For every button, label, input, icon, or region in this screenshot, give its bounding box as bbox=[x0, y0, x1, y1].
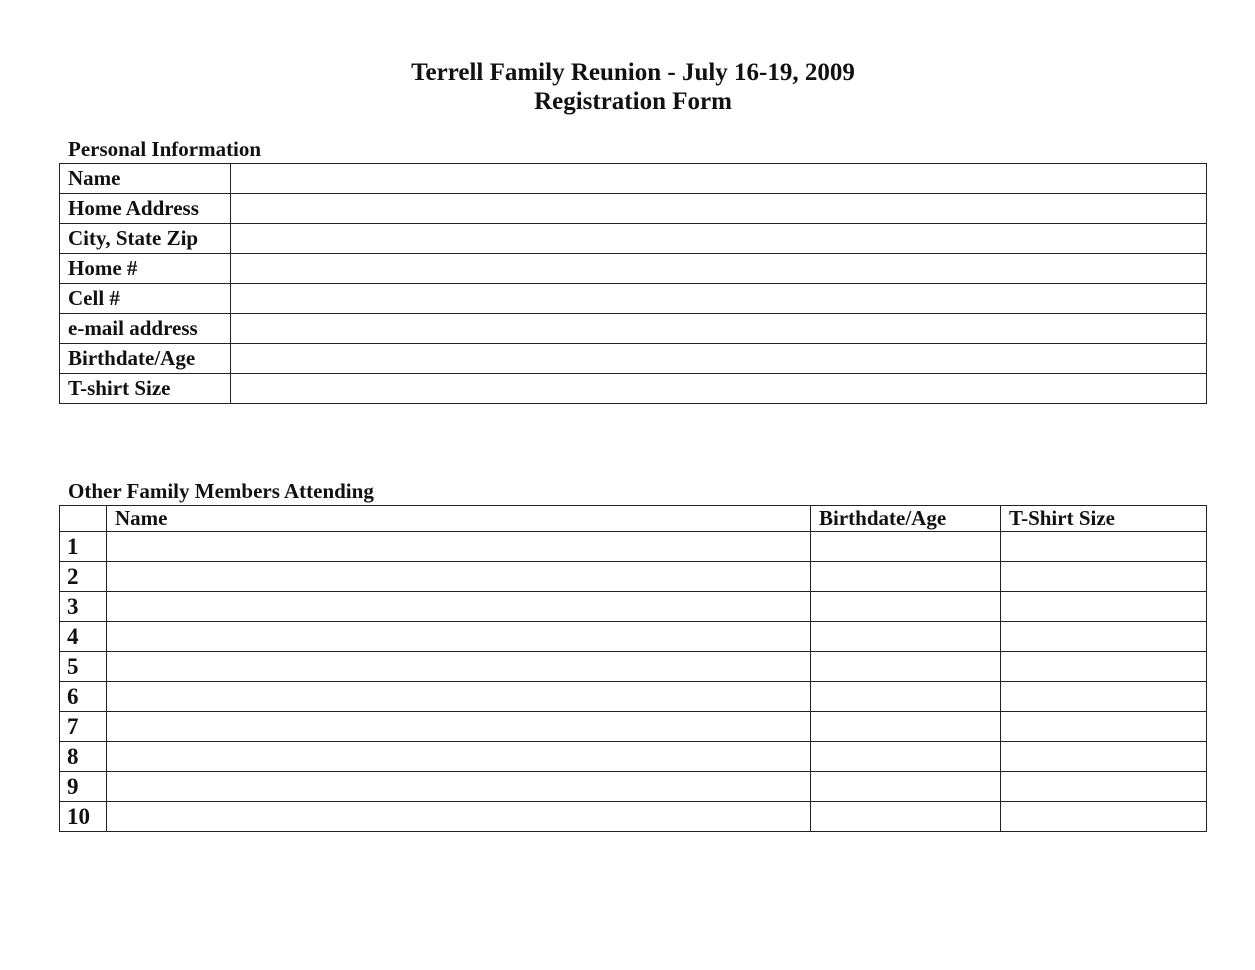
member-tshirt-cell[interactable] bbox=[1001, 772, 1207, 802]
member-tshirt-cell[interactable] bbox=[1001, 622, 1207, 652]
member-name-cell[interactable] bbox=[107, 712, 811, 742]
member-name-cell[interactable] bbox=[107, 532, 811, 562]
member-birthdate-cell[interactable] bbox=[811, 592, 1001, 622]
field-label-name: Name bbox=[60, 164, 231, 194]
field-value-home-phone[interactable] bbox=[231, 254, 1207, 284]
field-value-cell-phone[interactable] bbox=[231, 284, 1207, 314]
field-label-email: e-mail address bbox=[60, 314, 231, 344]
form-subtitle: Registration Form bbox=[534, 88, 732, 115]
form-title: Terrell Family Reunion - July 16-19, 2009 bbox=[411, 59, 855, 86]
member-tshirt-cell[interactable] bbox=[1001, 712, 1207, 742]
birthdate-column-header: Birthdate/Age bbox=[811, 506, 1001, 532]
family-members-table bbox=[59, 505, 1207, 832]
member-tshirt-cell[interactable] bbox=[1001, 802, 1207, 832]
member-tshirt-cell[interactable] bbox=[1001, 592, 1207, 622]
field-label-birthdate-age: Birthdate/Age bbox=[60, 344, 231, 374]
family-row bbox=[60, 562, 1207, 592]
field-label-home-address: Home Address bbox=[60, 194, 231, 224]
family-row bbox=[60, 622, 1207, 652]
row-number: 2 bbox=[60, 562, 107, 592]
member-tshirt-cell[interactable] bbox=[1001, 742, 1207, 772]
field-value-birthdate-age[interactable] bbox=[231, 344, 1207, 374]
field-value-tshirt-size[interactable] bbox=[231, 374, 1207, 404]
member-name-cell[interactable] bbox=[107, 622, 811, 652]
field-label-tshirt-size: T-shirt Size bbox=[60, 374, 231, 404]
field-row-home-address bbox=[60, 194, 1207, 224]
member-name-cell[interactable] bbox=[107, 742, 811, 772]
member-tshirt-cell[interactable] bbox=[1001, 682, 1207, 712]
family-row bbox=[60, 712, 1207, 742]
family-row bbox=[60, 532, 1207, 562]
field-value-home-address[interactable] bbox=[231, 194, 1207, 224]
member-tshirt-cell[interactable] bbox=[1001, 532, 1207, 562]
member-birthdate-cell[interactable] bbox=[811, 712, 1001, 742]
field-row-cell-phone bbox=[60, 284, 1207, 314]
member-name-cell[interactable] bbox=[107, 682, 811, 712]
field-label-city-state-zip: City, State Zip bbox=[60, 224, 231, 254]
personal-information-heading: Personal Information bbox=[68, 137, 262, 161]
member-birthdate-cell[interactable] bbox=[811, 652, 1001, 682]
member-birthdate-cell[interactable] bbox=[811, 682, 1001, 712]
member-birthdate-cell[interactable] bbox=[811, 772, 1001, 802]
member-tshirt-cell[interactable] bbox=[1001, 562, 1207, 592]
field-value-email[interactable] bbox=[231, 314, 1207, 344]
family-row bbox=[60, 772, 1207, 802]
field-row-home-phone bbox=[60, 254, 1207, 284]
field-row-tshirt-size bbox=[60, 374, 1207, 404]
member-name-cell[interactable] bbox=[107, 772, 811, 802]
family-header-row bbox=[60, 506, 1207, 532]
member-birthdate-cell[interactable] bbox=[811, 622, 1001, 652]
row-number: 1 bbox=[60, 532, 107, 562]
row-number: 10 bbox=[60, 802, 107, 832]
member-name-cell[interactable] bbox=[107, 802, 811, 832]
member-birthdate-cell[interactable] bbox=[811, 742, 1001, 772]
row-number: 7 bbox=[60, 712, 107, 742]
family-row bbox=[60, 592, 1207, 622]
field-row-name bbox=[60, 164, 1207, 194]
member-name-cell[interactable] bbox=[107, 652, 811, 682]
row-number: 9 bbox=[60, 772, 107, 802]
family-row bbox=[60, 682, 1207, 712]
field-row-birthdate-age bbox=[60, 344, 1207, 374]
field-row-city-state-zip bbox=[60, 224, 1207, 254]
family-row bbox=[60, 802, 1207, 832]
row-number: 8 bbox=[60, 742, 107, 772]
field-value-city-state-zip[interactable] bbox=[231, 224, 1207, 254]
row-number: 3 bbox=[60, 592, 107, 622]
field-label-cell-phone: Cell # bbox=[60, 284, 231, 314]
member-name-cell[interactable] bbox=[107, 562, 811, 592]
name-column-header: Name bbox=[107, 506, 811, 532]
row-number: 4 bbox=[60, 622, 107, 652]
member-tshirt-cell[interactable] bbox=[1001, 652, 1207, 682]
member-birthdate-cell[interactable] bbox=[811, 562, 1001, 592]
family-members-heading: Other Family Members Attending bbox=[68, 479, 374, 503]
row-number: 6 bbox=[60, 682, 107, 712]
field-row-email bbox=[60, 314, 1207, 344]
tshirt-column-header: T-Shirt Size bbox=[1001, 506, 1207, 532]
row-number: 5 bbox=[60, 652, 107, 682]
member-birthdate-cell[interactable] bbox=[811, 802, 1001, 832]
field-value-name[interactable] bbox=[231, 164, 1207, 194]
family-row bbox=[60, 742, 1207, 772]
family-row bbox=[60, 652, 1207, 682]
member-birthdate-cell[interactable] bbox=[811, 532, 1001, 562]
field-label-home-phone: Home # bbox=[60, 254, 231, 284]
number-column-header bbox=[60, 506, 107, 532]
personal-information-table bbox=[59, 163, 1207, 404]
member-name-cell[interactable] bbox=[107, 592, 811, 622]
